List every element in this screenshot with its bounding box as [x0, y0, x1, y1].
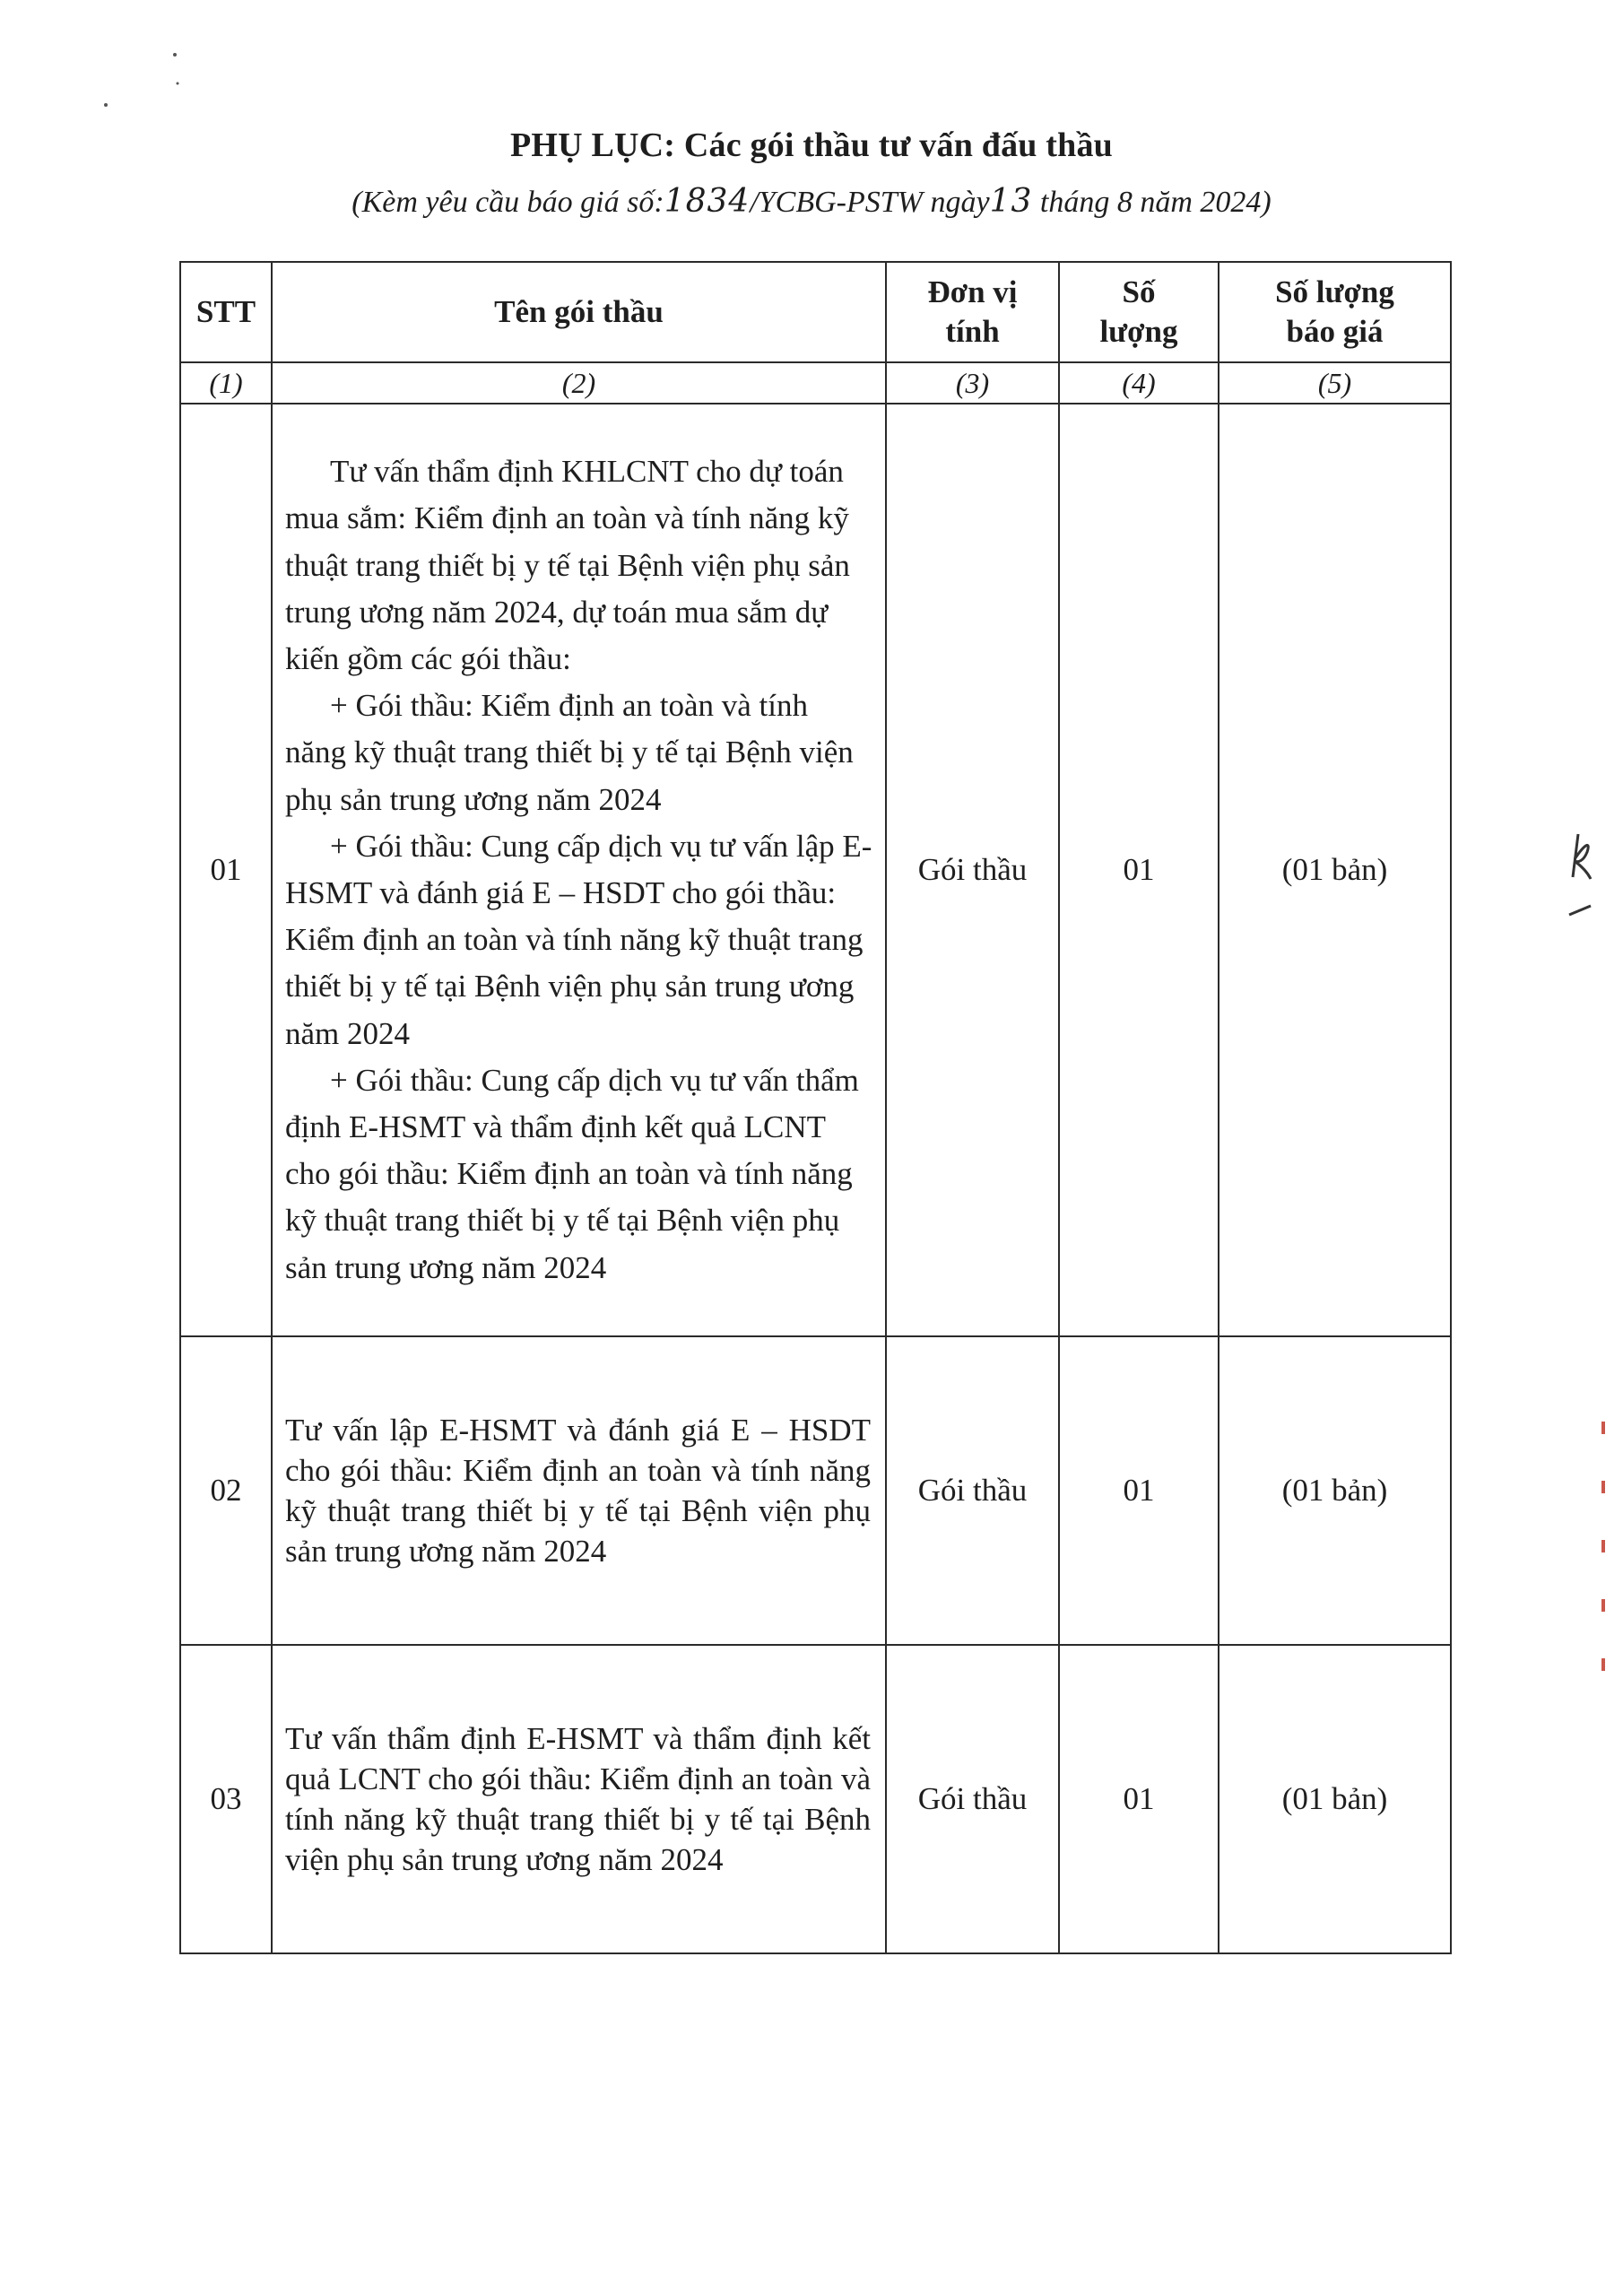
- scan-speck-icon: [90, 49, 197, 121]
- handwritten-day: 13: [989, 183, 1033, 220]
- name-paragraph: Tư vấn thẩm định KHLCNT cho dự toán mua sắm: Kiểm định an toàn và tính năng kỹ thuật trang thiết bị y tế tại Bệnh viện phụ sản trung ương năm 2024, dự toán mua sắm dự kiến gồm các gói thầu:: [285, 454, 850, 676]
- margin-stamp-marks-icon: [1594, 1422, 1612, 1718]
- subtitle-prefix: (Kèm yêu cầu báo giá số:: [352, 186, 664, 219]
- row-stt: 03: [180, 1645, 272, 1953]
- row-name: [272, 404, 886, 1336]
- margin-pen-mark-icon: [1560, 816, 1605, 942]
- table-row: [180, 1645, 1451, 1953]
- header-name: Tên gói thầu: [272, 262, 886, 362]
- row-name: Tư vấn thẩm định E-HSMT và thẩm định kết quả LCNT cho gói thầu: Kiểm định an toàn và tính năng kỹ thuật trang thiết bị y tế tại Bệnh viện phụ sản trung ương năm 2024: [272, 1645, 886, 1953]
- row-quote: (01 bản): [1219, 1336, 1451, 1645]
- handwritten-doc-number: 1834: [664, 183, 751, 220]
- table-row: [180, 1336, 1451, 1645]
- name-paragraph: + Gói thầu: Cung cấp dịch vụ tư vấn lập E-HSMT và đánh giá E – HSDT cho gói thầu: Kiểm định an toàn và tính năng kỹ thuật trang thiết bị y tế tại Bệnh viện phụ sản trung ương năm 2024: [285, 828, 872, 1051]
- row-stt: 02: [180, 1336, 272, 1645]
- row-unit: Gói thầu: [886, 404, 1059, 1336]
- header-qty: Số lượng: [1059, 262, 1219, 362]
- row-qty: 01: [1059, 1645, 1219, 1953]
- col-number: (3): [886, 362, 1059, 404]
- col-number: (1): [180, 362, 272, 404]
- table-row: [180, 404, 1451, 1336]
- table-header-row: [180, 262, 1451, 362]
- name-paragraph: + Gói thầu: Kiểm định an toàn và tính năng kỹ thuật trang thiết bị y tế tại Bệnh viện phụ sản trung ương năm 2024: [285, 688, 854, 817]
- page-subtitle: [0, 183, 1623, 220]
- column-number-row: [180, 362, 1451, 404]
- col-number: (4): [1059, 362, 1219, 404]
- header-quote: Số lượng báo giá: [1219, 262, 1451, 362]
- row-qty: 01: [1059, 1336, 1219, 1645]
- row-qty: 01: [1059, 404, 1219, 1336]
- row-unit: Gói thầu: [886, 1336, 1059, 1645]
- row-quote: (01 bản): [1219, 1645, 1451, 1953]
- row-name: Tư vấn lập E-HSMT và đánh giá E – HSDT cho gói thầu: Kiểm định an toàn và tính năng kỹ thuật trang thiết bị y tế tại Bệnh viện phụ sản trung ương năm 2024: [272, 1336, 886, 1645]
- col-number: (5): [1219, 362, 1451, 404]
- name-paragraph: + Gói thầu: Cung cấp dịch vụ tư vấn thẩm định E-HSMT và thẩm định kết quả LCNT cho gói thầu: Kiểm định an toàn và tính năng kỹ thuật trang thiết bị y tế tại Bệnh viện phụ sản trung ương năm 2024: [285, 1062, 859, 1285]
- col-number: (2): [272, 362, 886, 404]
- row-stt: 01: [180, 404, 272, 1336]
- subtitle-suffix: tháng 8 năm 2024): [1032, 186, 1271, 219]
- tender-packages-table: [179, 261, 1452, 1954]
- row-quote: (01 bản): [1219, 404, 1451, 1336]
- header-stt: STT: [180, 262, 272, 362]
- header-unit: Đơn vị tính: [886, 262, 1059, 362]
- subtitle-mid: /YCBG-PSTW ngày: [750, 186, 990, 219]
- row-unit: Gói thầu: [886, 1645, 1059, 1953]
- page-title: PHỤ LỤC: Các gói thầu tư vấn đấu thầu: [509, 126, 1114, 164]
